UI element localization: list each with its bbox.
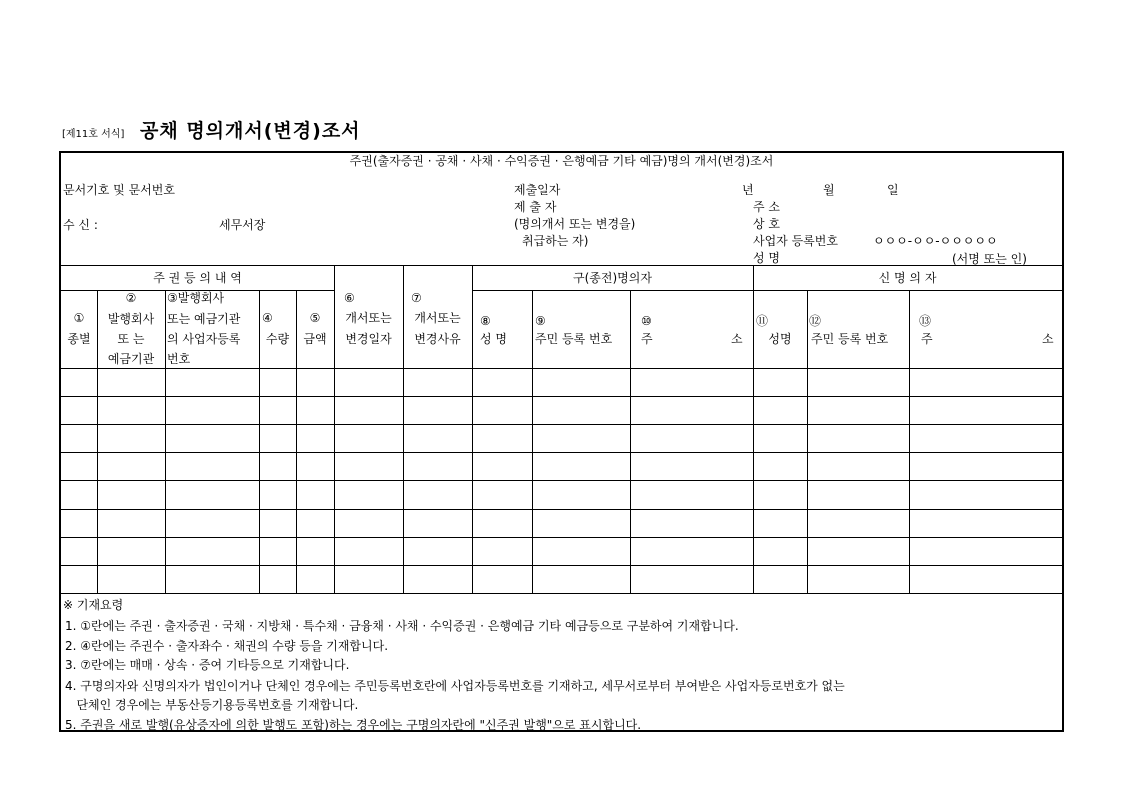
recipient-label: 수 신 : xyxy=(63,218,98,232)
col12-label: 주민 등록 번호 xyxy=(811,332,889,346)
table-row xyxy=(61,509,1062,510)
col5-number: ⑤ xyxy=(309,311,321,325)
form-number: [제11호 서식] xyxy=(62,129,125,140)
col7-label-2: 변경사유 xyxy=(414,332,461,346)
col8-label: 성 명 xyxy=(480,332,507,346)
table-bottom-line xyxy=(61,593,1062,594)
col7-label-1: 개서또는 xyxy=(414,311,461,325)
form-subtitle: 주권(출자증권 · 공채 · 사채 · 수익증권 · 은행예금 기타 예금)명의 개서(변경)조서 xyxy=(349,154,774,168)
col1-number: ① xyxy=(73,311,85,325)
doc-number-label: 문서기호 및 문서번호 xyxy=(63,183,175,197)
col10-label-a: 주 xyxy=(641,332,653,346)
company-label: 상 호 xyxy=(753,217,780,231)
table-top-line xyxy=(61,265,1062,266)
col10-label-b: 소 xyxy=(731,332,743,346)
table-row xyxy=(61,452,1062,453)
note-item-5: 5. 주권을 새로 발행(유상증자에 의한 발행도 포함)하는 경우에는 구명의자란에 "신주권 발행"으로 표시합니다. xyxy=(65,718,642,732)
col-divider xyxy=(807,291,808,593)
submitter-label: 제 출 자 xyxy=(514,200,557,214)
col2-number: ② xyxy=(125,291,137,305)
group-new-owner-header: 신 명 의 자 xyxy=(878,271,937,285)
col10-number: ⑩ xyxy=(641,314,652,328)
note-item-2: 2. ④란에는 주권수 · 출자좌수 · 채권의 수량 등을 기재합니다. xyxy=(65,639,389,653)
col3-label-1: ③발행회사 xyxy=(167,291,225,305)
note-item-4: 4. 구명의자와 신명의자가 법인이거나 단체인 경우에는 주민등록번호란에 사업자등록번호를 기재하고, 세무서로부터 부여받은 사업자등로번호가 없는 xyxy=(65,679,845,693)
col2-label-3: 예금기관 xyxy=(107,352,155,366)
group-names-underline xyxy=(472,290,1062,291)
col11-number: ⑪ xyxy=(756,314,769,328)
table-row xyxy=(61,424,1062,425)
col-divider xyxy=(909,291,910,593)
note-item-4-cont: 단체인 경우에는 부동산등기용등록번호를 기재합니다. xyxy=(65,698,359,712)
date-day-label: 일 xyxy=(887,183,899,197)
sign-label: (서명 또는 인) xyxy=(952,252,1027,266)
col13-label-b: 소 xyxy=(1042,332,1054,346)
date-month-label: 월 xyxy=(823,183,835,197)
address-label: 주 소 xyxy=(753,200,780,214)
col3-label-2: 또는 예금기관 xyxy=(167,312,241,326)
col9-label: 주민 등록 번호 xyxy=(535,332,613,346)
col7-number: ⑦ xyxy=(411,291,422,305)
col12-number: ⑫ xyxy=(809,314,822,328)
col6-label-2: 변경일자 xyxy=(345,332,392,346)
col-divider xyxy=(532,291,533,593)
bizno-label: 사업자 등록번호 xyxy=(753,234,838,248)
bizno-value: ㅇㅇㅇ-ㅇㅇ-ㅇㅇㅇㅇㅇ xyxy=(873,234,998,248)
header-bottom-line xyxy=(61,368,1062,369)
submitter-desc-1: (명의개서 또는 변경을) xyxy=(514,217,636,231)
col1-label: 종별 xyxy=(67,332,91,346)
col3-label-3: 의 사업자등록 xyxy=(167,332,241,346)
col-divider xyxy=(630,291,631,593)
col5-label: 금액 xyxy=(303,332,327,346)
col13-number: ⑬ xyxy=(919,314,932,328)
col9-number: ⑨ xyxy=(535,314,546,328)
date-year-label: 년 xyxy=(742,183,754,197)
col11-label: 성명 xyxy=(768,332,792,346)
name-label: 성 명 xyxy=(753,251,780,265)
recipient-value: 세무서장 xyxy=(219,218,266,232)
submitter-desc-2: 취급하는 자) xyxy=(522,234,589,248)
group-old-owner-header: 구(종전)명의자 xyxy=(573,271,652,285)
note-item-1: 1. ①란에는 주권 · 출자증권 · 국채 · 지방채 · 특수채 · 금융채 · 사채 · 수익증권 · 은행예금 기타 예금등으로 구분하여 기재합니다. xyxy=(65,619,739,633)
col8-number: ⑧ xyxy=(480,314,491,328)
col13-label-a: 주 xyxy=(921,332,933,346)
col-divider xyxy=(753,265,754,593)
col-divider xyxy=(472,265,473,593)
col4-label: 수량 xyxy=(265,332,290,346)
table-row xyxy=(61,537,1062,538)
form-frame xyxy=(59,151,1064,732)
note-item-3: 3. ⑦란에는 매매 · 상속 · 증여 기타등으로 기재합니다. xyxy=(65,658,350,672)
col-divider xyxy=(165,291,166,593)
col6-number: ⑥ xyxy=(344,291,355,305)
col3-label-4: 번호 xyxy=(167,352,191,366)
col6-label-1: 개서또는 xyxy=(345,311,392,325)
table-row xyxy=(61,396,1062,397)
table-row xyxy=(61,480,1062,481)
submit-date-label: 제출일자 xyxy=(514,183,561,197)
col4-number: ④ xyxy=(262,311,273,325)
col2-label-1: 발행회사 xyxy=(107,312,155,326)
group-stock-header: 주 권 등 의 내 역 xyxy=(153,271,242,285)
col2-label-2: 또 는 xyxy=(117,332,145,346)
table-row xyxy=(61,565,1062,566)
notes-heading: ※ 기재요령 xyxy=(63,598,124,612)
page-title: 공채 명의개서(변경)조서 xyxy=(140,120,361,142)
